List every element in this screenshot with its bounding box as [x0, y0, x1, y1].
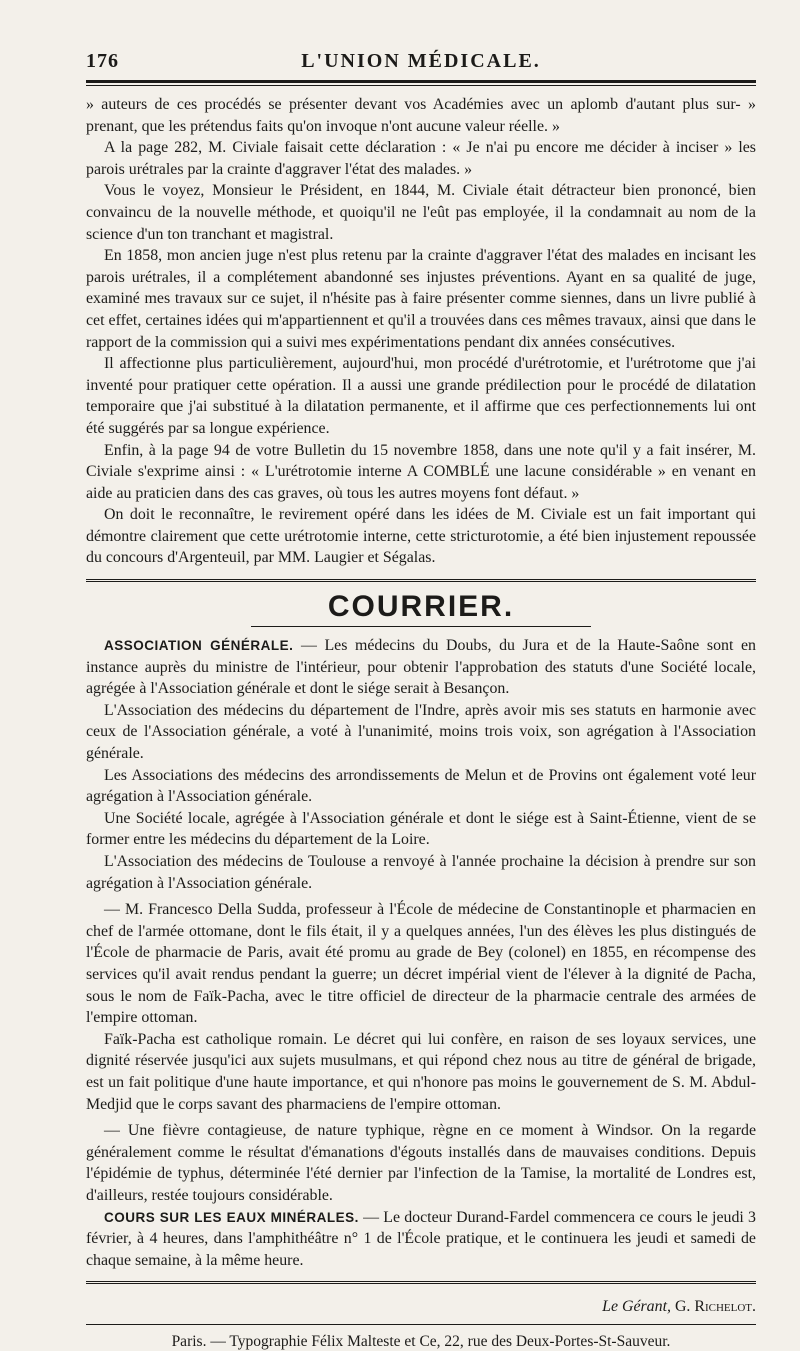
- article-paragraph: Il affectionne plus particulièrement, aujourd'hui, mon procédé d'urétrotomie, et l'urétrotome que j'ai inventé pour pratiquer cette opération. Il a aussi une grande prédilection pour le procédé de dilatation temporaire que j'ai substitué à la dilatation permanente, et il affirme que ces perfectionnements lui ont été suggérés par sa longue expérience.: [86, 355, 756, 437]
- footer-divider: [86, 1281, 756, 1284]
- course-heading: COURS SUR LES EAUX MINÉRALES.: [104, 1209, 359, 1225]
- course-paragraph: [86, 1207, 756, 1272]
- news-paragraph: Faïk-Pacha est catholique romain. Le décret qui lui confère, en raison de ses loyaux services, une dignité réservée jusqu'ici aux sujets musulmans, et qui répond chez nous au titre de général de brigade, est un fait politique d'une haute importance, et qui n'honore pas moins le gouvernement de S. M. Abdul-Medjid que le corps savant des pharmaciens de l'empire ottoman.: [86, 1030, 756, 1113]
- article-paragraph: On doit le reconnaître, le revirement opéré dans les idées de M. Civiale est un fait important qui démontre clairement que cette urétrotomie interne, cette stricturotomie, a été bien injustement repoussée du concours d'Argenteuil, par MM. Laugier et Ségalas.: [86, 506, 756, 567]
- courrier-body: [86, 635, 756, 1271]
- section-title: COURRIER.: [327, 590, 515, 624]
- news-paragraph: — Une fièvre contagieuse, de nature typhique, règne en ce moment à Windsor. On la regarde généralement comme le résultat d'émanations d'égouts installés dans de mauvaises conditions. Depuis l'épidémie de typhus, déterminée l'été dernier par l'infection de la Tamise, la mortalité de Londres est, d'ailleurs, restée toujours considérable.: [86, 1122, 756, 1204]
- article-paragraph: En 1858, mon ancien juge n'est plus retenu par la crainte d'aggraver l'état des malades en incisant les parois urétrales, il a complétement abandonné ses injustes préventions. Ayant en sa qualité de juge, examiné mes travaux sur ce sujet, il n'hésite pas à faire présenter comme siennes, dans un livre publié à cet effet, certaines idées qui m'appartiennent et qu'il a trouvées dans ces mêmes travaux, ainsi que dans le rapport de la commission qui a suivi mes expérimentations pendant dix années consécutives.: [86, 247, 756, 351]
- article-paragraph: » auteurs de ces procédés se présenter devant vos Académies avec un aplomb d'autant plus sur- » prenant, que les prétendus faits qu'on invoque n'ont aucune valeur réelle. »: [86, 96, 756, 135]
- title-underline: [251, 626, 591, 627]
- signature: [86, 1298, 756, 1316]
- page-header: [86, 44, 756, 74]
- association-paragraph: L'Association des médecins du département de l'Indre, après avoir mis ses statuts en harmonie avec ceux de l'Association générale, a voté à l'unanimité, moins trois voix, son agrégation à l'Association générale.: [86, 701, 756, 763]
- association-text: — Les médecins du Doubs, du Jura et de la Haute-Saône sont en instance auprès du ministre de l'intérieur, pour obtenir l'approbation des statuts d'une Société locale, agrégée à l'Association générale et dont le siége serait à Besançon.: [86, 637, 756, 698]
- section-divider: [86, 579, 756, 582]
- association-heading: ASSOCIATION GÉNÉRALE.: [104, 638, 294, 654]
- journal-title: L'UNION MÉDICALE.: [301, 50, 541, 72]
- article-paragraph: Enfin, à la page 94 de votre Bulletin du 15 novembre 1858, dans une note qu'il y a fait insérer, M. Civiale s'exprime ainsi : « L'urétrotomie interne A COMBLÉ une lacune considérable » en venant en aide au praticien dans des cas graves, où tous les autres moyens font défaut. »: [86, 441, 756, 502]
- article-paragraph: A la page 282, M. Civiale faisait cette déclaration : « Je n'ai pu encore me décider à inciser » les parois urétrales par la crainte d'aggraver l'état des malades. »: [86, 139, 756, 178]
- association-paragraph: Les Associations des médecins des arrondissements de Melun et de Provins ont également voté leur agrégation à l'Association générale.: [86, 766, 756, 806]
- association-paragraph: Une Société locale, agrégée à l'Association générale et dont le siége est à Saint-Étienne, vient de se former entre les médecins du département de la Loire.: [86, 809, 756, 849]
- signature-prefix: Le Gérant,: [602, 1298, 671, 1316]
- signature-name: G. Richelot.: [674, 1298, 756, 1316]
- course-text: — Le docteur Durand-Fardel commencera ce cours le jeudi 3 février, à 4 heures, dans l'amphithéâtre n° 1 de l'École pratique, et le continuera les jeudi et samedi de chaque semaine, à la même heure.: [86, 1208, 756, 1269]
- header-rule: [86, 80, 756, 86]
- association-paragraph: L'Association des médecins de Toulouse a renvoyé à l'année prochaine la décision à prendre sur son agrégation à l'Association générale.: [86, 853, 756, 892]
- association-paragraph: [86, 635, 756, 700]
- news-paragraph: — M. Francesco Della Sudda, professeur à l'École de médecine de Constantinople et pharmacien en chef de l'armée ottomane, dont le fils était, il y a quelques années, l'un des élèves les plus distingués de l'École de pharmacie de Paris, avait été promu au grade de Bey (colonel) en 1855, en récompense des services qu'il avait rendus pendant la guerre; un décret impérial vient de l'élever à la dignité de Pacha, sous le nom de Faïk-Pacha, avec le titre officiel de directeur de la pharmacie centrale des armées de l'empire ottoman.: [86, 901, 756, 1027]
- printer-imprint: Paris. — Typographie Félix Malteste et Ce, 22, rue des Deux-Portes-St-Sauveur.: [171, 1333, 671, 1351]
- article-paragraph: Vous le voyez, Monsieur le Président, en 1844, M. Civiale était détracteur bien prononcé, bien convaincu de la nouvelle méthode, et quoiqu'il ne l'eût pas employée, il la condamnait au nom de la science d'un ton tranchant et magistral.: [86, 182, 756, 243]
- article-body: [86, 94, 756, 569]
- page-number: 176: [86, 50, 119, 72]
- imprint-rule: [86, 1324, 756, 1325]
